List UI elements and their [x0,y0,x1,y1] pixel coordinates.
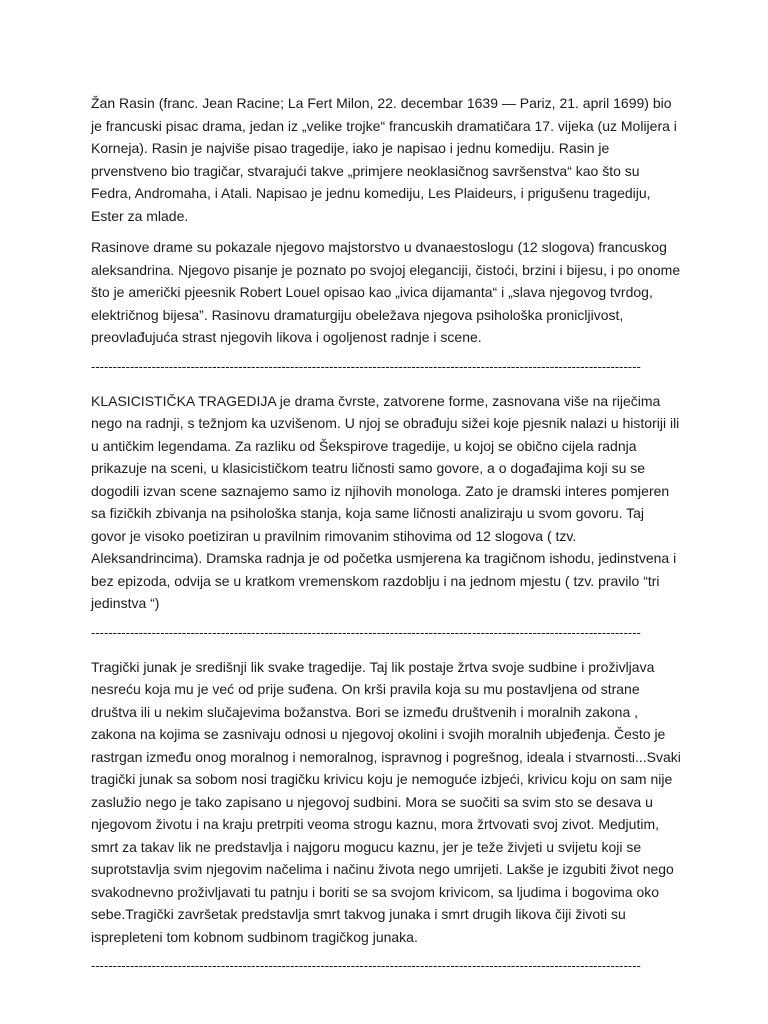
separator-line: ------------------------------------------------------------------------------------------------------------------------------- [91,958,641,973]
document-body [91,92,681,975]
intro-paragraph-style: Rasinove drame su pokazale njegovo majstorstvo u dvanaestoslogu (12 slogova) francuskog aleksandrina. Njegovo pisanje je poznato po svojoj eleganciji, čistoći, brzini i bijesu, i po onome što je američki pjeesnik Robert Louel opisao kao „ivica dijamanta“ i „slava njegovog tvrdog, električnog bijesa”. Rasinovu dramaturgiju obeležava njegova psihološka pronicljivost, preovlađujuća strast njegovih likova i ogoljenost radnje i scene. [91,239,681,345]
classicist-tragedy-paragraph: KLASICISTIČKA TRAGEDIJA je drama čvrste, zatvorene forme, zasnovana više na riječima nego na radnji, s težnjom ka uzvišenom. U njoj se obrađuju sižei koje pjesnik nalazi u historiji ili u antičkim legendama. Za razliku od Šekspirove tragedije, u kojoj se obično cijela radnja prikazuje na sceni, u klasicističkom teatru ličnosti samo govore, a o događajima koji su se dogodili izvan scene saznajemo samo iz njihovih monologa. Zato je dramski interes pomjeren sa fizičkih zbivanja na psihološka stanja, koja same ličnosti analiziraju u svom govoru. Taj govor je visoko poetiziran u pravilnim rimovanim stihovima od 12 slogova ( tzv. Aleksandrincima). Dramska radnja je od početka usmjerena ka tragičnom ishodu, jedinstvena i bez epizoda, odvija se u kratkom vremenskom razdoblju i na jednom mjestu ( tzv. pravilo “tri jedinstva “) [91,392,680,611]
separator-line: ------------------------------------------------------------------------------------------------------------------------------- [91,624,641,640]
tragic-hero-paragraph: Tragički junak je središnji lik svake tragedije. Taj lik postaje žrtva svoje sudbine i proživljava nesreću koja mu je već od prije suđena. On krši pravila koja su mu postavljena od strane društva ili u nekim slučajevima božanstva. Bori se između društvenih i moralnih zakona , zakona na kojima se zasnivaju odnosi u njegovoj okolini i svojih moralnih ubjeđenja. Često je rastrgan između onog moralnog i nemoralnog, ispravnog i pogrešnog, ideala i stvarnosti...Svaki tragički junak sa sobom nosi tragičku krivicu koju je nemoguće izbjeći, krivicu koju on sam nije zaslužio nego je tako zapisano u njegovoj sudbini. Mora se suočiti sa svim sto se desava u njegovom životu i na kraju pretrpiti veoma strogu kaznu, mora žrtvovati svoj zivot. Medjutim, smrt za takav lik ne predstavlja i najgoru mogucu kaznu, jer je teže živjeti u svijetu koji se suprotstavlja svim njegovim načelima i načinu života nego umrijeti. Lakše je izgubiti život nego svakodnevno proživljavati tu patnju i boriti se sa svojom krivicom, sa ljudima i bogovima oko sebe.Tragički završetak predstavlja smrt takvog junaka i smrt drugih likova čiji životi su isprepleteni tom kobnom sudbinom tragičkog junaka. [91,658,681,945]
separator-line: ------------------------------------------------------------------------------------------------------------------------------- [91,358,641,374]
intro-paragraph-racine: Žan Rasin (franc. Jean Racine; La Fert Milon, 22. decembar 1639 — Pariz, 21. april 1699) bio je francuski pisac drama, jedan iz „velike trojke“ francuskih dramatičara 17. vijeka (uz Molijera i Korneja). Rasin je najviše pisao tragedije, iako je napisao i jednu komediju. Rasin je prvenstveno bio tragičar, stvarajući takve „primjere neoklasičnog savršenstva“ kao što su Fedra, Andromaha, i Atali. Napisao je jednu komediju, Les Plaideurs, i prigušenu tragediju, Ester za mlade. [91,95,677,224]
